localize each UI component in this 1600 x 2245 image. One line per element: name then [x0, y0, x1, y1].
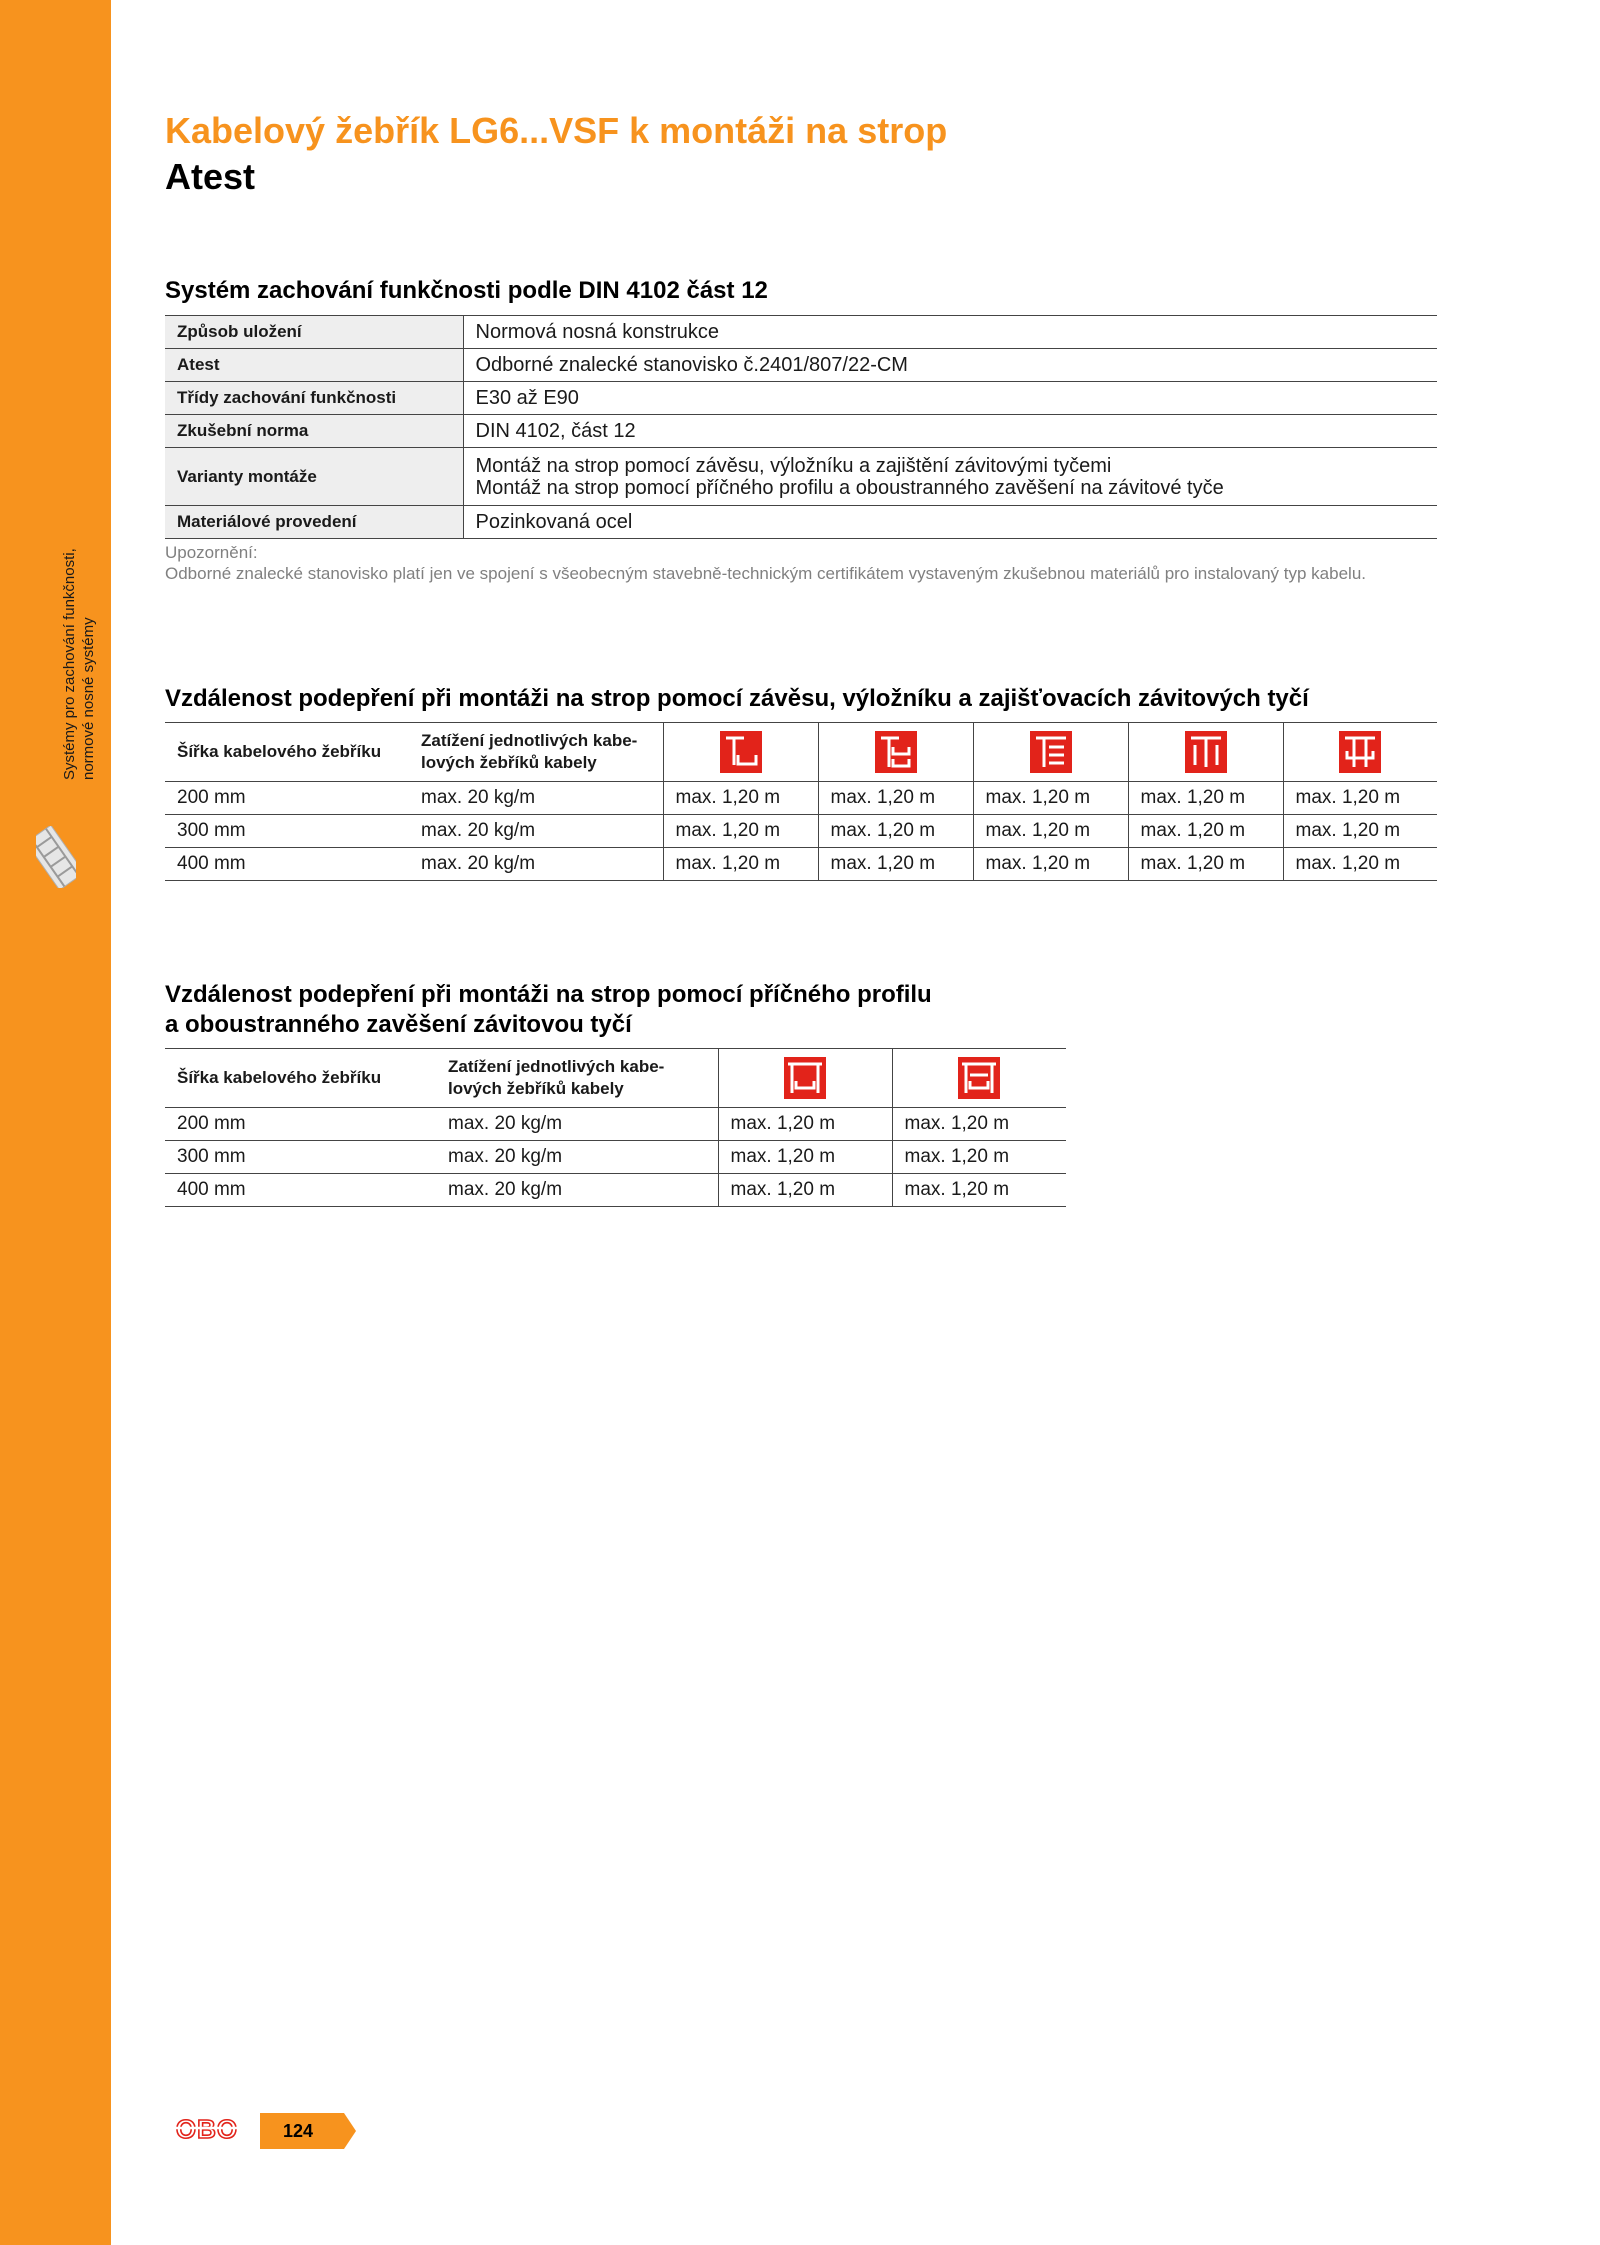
spec-label: Zkušební norma — [165, 415, 463, 448]
cell-distance: max. 1,20 m — [1283, 782, 1437, 815]
mount-icon-cell — [1128, 723, 1283, 782]
spec-row — [165, 448, 1437, 506]
col-load-header-line: Zatížení jednotlivých kabe- — [448, 1057, 665, 1076]
ceiling-hanger-double-rod-icon — [1339, 731, 1381, 773]
section3-heading — [165, 980, 932, 1040]
spec-value: DIN 4102, část 12 — [463, 415, 1437, 448]
mount-icon-cell — [892, 1049, 1066, 1108]
note-block — [165, 542, 1445, 584]
spec-value-multiline — [463, 448, 1437, 506]
cell-distance: max. 1,20 m — [1128, 848, 1283, 881]
spec-value: Pozinkovaná ocel — [463, 506, 1437, 539]
cell-distance: max. 1,20 m — [718, 1141, 892, 1174]
cell-width: 300 mm — [165, 815, 409, 848]
spec-row — [165, 349, 1437, 382]
cell-load: max. 20 kg/m — [409, 848, 663, 881]
col-load-header-line: lových žebříků kabely — [448, 1079, 624, 1098]
cell-distance: max. 1,20 m — [818, 815, 973, 848]
cell-distance: max. 1,20 m — [663, 782, 818, 815]
section1-heading: Systém zachování funkčnosti podle DIN 4102 část 12 — [165, 277, 768, 304]
spec-label: Varianty montáže — [165, 448, 463, 506]
cell-distance: max. 1,20 m — [892, 1174, 1066, 1207]
sidebar-band — [0, 0, 111, 2245]
page-subtitle: Atest — [165, 156, 256, 197]
sidebar-caption-line2: normové nosné systémy — [80, 617, 97, 780]
ceiling-hanger-triple-tier-icon — [1030, 731, 1072, 773]
spec-value-line: Montáž na strop pomocí závěsu, výložníku a zajištění závitovými tyčemi — [475, 454, 1112, 477]
spec-label: Atest — [165, 349, 463, 382]
cell-width: 400 mm — [165, 848, 409, 881]
page-number: 124 — [283, 2121, 314, 2141]
table-row — [165, 848, 1437, 881]
trapeze-single-icon — [784, 1057, 826, 1099]
spec-row — [165, 506, 1437, 539]
cell-distance: max. 1,20 m — [973, 848, 1128, 881]
section2-heading: Vzdálenost podepření při montáži na strop pomocí závěsu, výložníku a zajišťovacích závitových tyčí — [165, 685, 1309, 712]
ceiling-hanger-rods-icon — [1185, 731, 1227, 773]
mount-icon-cell — [718, 1049, 892, 1108]
cell-distance: max. 1,20 m — [1283, 848, 1437, 881]
cell-distance: max. 1,20 m — [718, 1108, 892, 1141]
cable-ladder-icon — [36, 826, 76, 888]
col-load-header-line: Zatížení jednotlivých kabe- — [421, 731, 638, 750]
trapeze-double-icon — [958, 1057, 1000, 1099]
table-header-row — [165, 723, 1437, 782]
spec-label: Materiálové provedení — [165, 506, 463, 539]
cell-distance: max. 1,20 m — [663, 848, 818, 881]
ceiling-hanger-double-tier-icon — [875, 731, 917, 773]
cell-distance: max. 1,20 m — [1128, 782, 1283, 815]
cell-load: max. 20 kg/m — [409, 815, 663, 848]
spec-value: Normová nosná konstrukce — [463, 316, 1437, 349]
cell-width: 200 mm — [165, 1108, 436, 1141]
spec-row — [165, 415, 1437, 448]
mount-icon-cell — [973, 723, 1128, 782]
cell-distance: max. 1,20 m — [818, 848, 973, 881]
cell-distance: max. 1,20 m — [663, 815, 818, 848]
cell-distance: max. 1,20 m — [973, 782, 1128, 815]
table-row — [165, 782, 1437, 815]
cell-width: 400 mm — [165, 1174, 436, 1207]
cell-distance: max. 1,20 m — [973, 815, 1128, 848]
cell-load: max. 20 kg/m — [436, 1108, 718, 1141]
note-title: Upozornění: — [165, 543, 258, 562]
cell-distance: max. 1,20 m — [892, 1141, 1066, 1174]
spec-row — [165, 316, 1437, 349]
spec-value: Odborné znalecké stanovisko č.2401/807/22-CM — [463, 349, 1437, 382]
table-header-row — [165, 1049, 1066, 1108]
cell-distance: max. 1,20 m — [818, 782, 973, 815]
spec-row — [165, 382, 1437, 415]
sidebar-caption-line1: Systémy pro zachování funkčnosti, — [61, 548, 78, 780]
col-width-header: Šířka kabelového žebříku — [165, 1049, 436, 1108]
table-row — [165, 1174, 1066, 1207]
col-load-header — [409, 723, 663, 782]
cell-distance: max. 1,20 m — [1128, 815, 1283, 848]
obo-logo-text: OBO — [175, 2114, 239, 2144]
spec-value-line: Montáž na strop pomocí příčného profilu a oboustranného zavěšení na závitové tyče — [475, 476, 1224, 499]
cell-width: 200 mm — [165, 782, 409, 815]
mount-icon-cell — [663, 723, 818, 782]
sidebar-caption — [60, 400, 98, 780]
cell-distance: max. 1,20 m — [892, 1108, 1066, 1141]
spec-label: Způsob uložení — [165, 316, 463, 349]
obo-logo — [165, 2114, 249, 2144]
section3-heading-line: a oboustranného zavěšení závitovou tyčí — [165, 1011, 632, 1038]
note-text: Odborné znalecké stanovisko platí jen ve spojení s všeobecným stavebně-technickým certifikátem vystaveným zkušebnou materiálů pro instalovaný typ kabelu. — [165, 564, 1366, 583]
support-distance-table — [165, 722, 1437, 881]
ceiling-hanger-single-icon — [720, 731, 762, 773]
table-row — [165, 1108, 1066, 1141]
spec-value: E30 až E90 — [463, 382, 1437, 415]
cell-width: 300 mm — [165, 1141, 436, 1174]
mount-icon-cell — [1283, 723, 1437, 782]
mount-icon-cell — [818, 723, 973, 782]
page-title: Kabelový žebřík LG6...VSF k montáži na strop — [165, 110, 948, 151]
cell-distance: max. 1,20 m — [1283, 815, 1437, 848]
section3-heading-line: Vzdálenost podepření při montáži na strop pomocí příčného profilu — [165, 981, 932, 1008]
table-row — [165, 815, 1437, 848]
trapeze-distance-table — [165, 1048, 1066, 1207]
spec-label: Třídy zachování funkčnosti — [165, 382, 463, 415]
col-load-header — [436, 1049, 718, 1108]
cell-distance: max. 1,20 m — [718, 1174, 892, 1207]
table-row — [165, 1141, 1066, 1174]
cell-load: max. 20 kg/m — [409, 782, 663, 815]
spec-table — [165, 315, 1437, 539]
cell-load: max. 20 kg/m — [436, 1174, 718, 1207]
col-width-header: Šířka kabelového žebříku — [165, 723, 409, 782]
col-load-header-line: lových žebříků kabely — [421, 753, 597, 772]
cell-load: max. 20 kg/m — [436, 1141, 718, 1174]
